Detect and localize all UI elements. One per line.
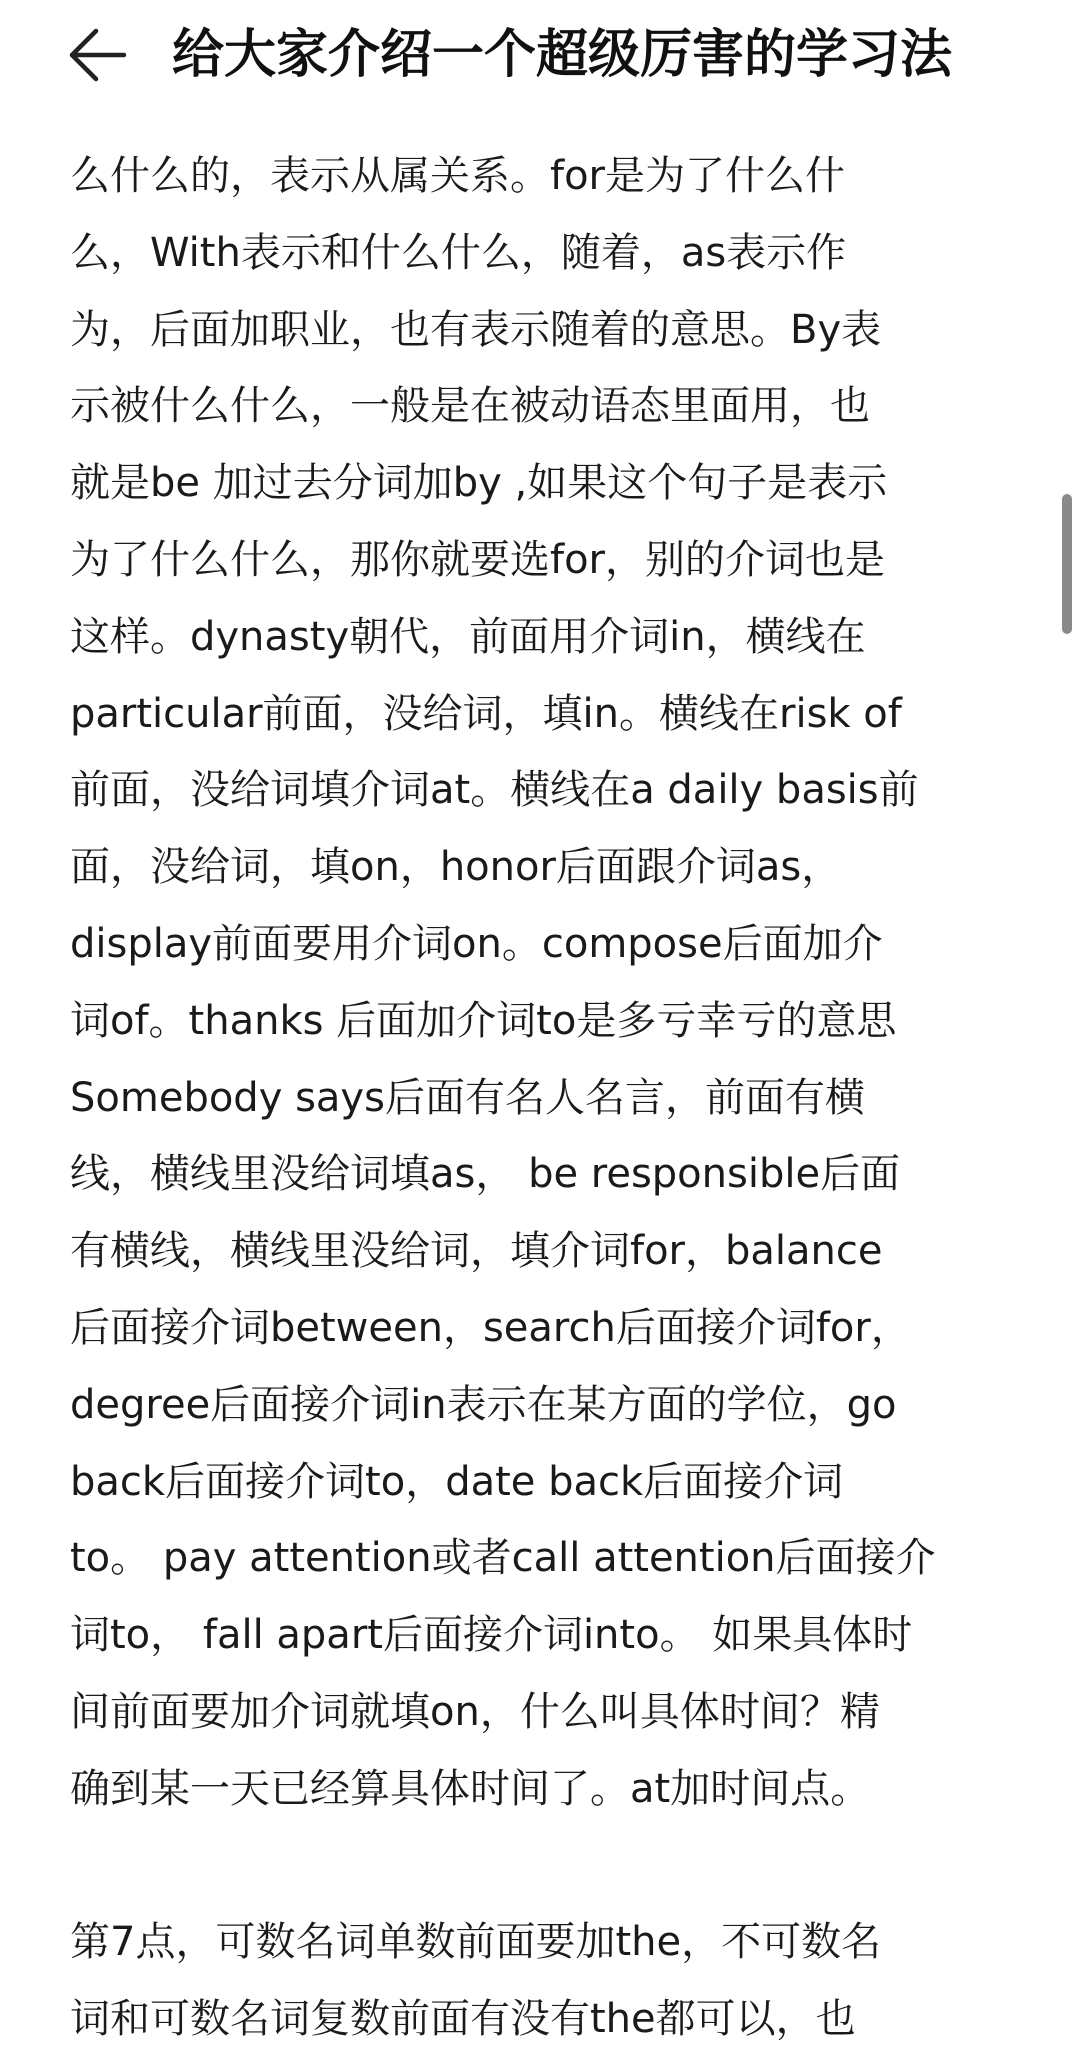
paragraph-line: 么什么的，表示从属关系。for是为了什么什	[70, 153, 845, 199]
scrollbar-thumb[interactable]	[1062, 494, 1072, 634]
paragraph-line: 就是be 加过去分词加by ,如果这个句子是表示	[70, 460, 888, 507]
paragraph-line: back后面接介词to，date back后面接介词	[70, 1458, 844, 1505]
paragraph-line: 线，横线里没给词填as， be responsible后面	[70, 1151, 901, 1198]
paragraph-line: 面，没给词，填on，honor后面跟介词as，	[70, 844, 842, 891]
paragraph-line: 词to， fall apart后面接介词into。 如果具体时	[70, 1612, 913, 1659]
paragraph-line: 么，With表示和什么什么，随着，as表示作	[70, 229, 847, 276]
section-line: 第7点，可数名词单数前面要加the，不可数名	[70, 1919, 882, 1966]
paragraph-line: 这样。dynasty朝代，前面用介词in，横线在	[70, 613, 866, 660]
paragraph-line: 词of。thanks 后面加介词to是多亏幸亏的意思	[70, 997, 897, 1044]
paragraph-line: to。 pay attention或者call attention后面接介	[70, 1535, 936, 1582]
paragraph-line: particular前面，没给词，填in。横线在risk of	[70, 690, 902, 737]
arrow-left-icon	[62, 20, 142, 90]
paragraph-line: 确到某一天已经算具体时间了。at加时间点。	[70, 1765, 871, 1812]
paragraph-line: 后面接介词between，search后面接介词for，	[70, 1304, 911, 1351]
paragraph-line: 间前面要加介词就填on，什么叫具体时间？精	[70, 1688, 880, 1735]
paragraph-line: 为了什么什么，那你就要选for，别的介词也是	[70, 536, 885, 583]
paragraph-line: degree后面接介词in表示在某方面的学位，go	[70, 1381, 897, 1428]
section-line: 词和可数名词复数前面有没有the都可以，也	[70, 1996, 856, 2043]
page-title: 给大家介绍一个超级厉害的学习法	[172, 25, 953, 85]
paragraph-line: 有横线，横线里没给词，填介词for，balance	[70, 1228, 883, 1275]
article-body	[70, 138, 1020, 2058]
paragraph-line: 前面，没给词填介词at。横线在a daily basis前	[70, 767, 919, 814]
paragraph-line: 示被什么什么，一般是在被动语态里面用，也	[70, 383, 870, 430]
top-app-bar	[0, 0, 1080, 110]
paragraph-line: Somebody says后面有名人名言，前面有横	[70, 1074, 865, 1121]
paragraph-spacer	[70, 1828, 1020, 1905]
paragraph-line: display前面要用介词on。compose后面加介	[70, 920, 883, 967]
back-button[interactable]	[62, 20, 142, 90]
paragraph-line: 为，后面加职业，也有表示随着的意思。By表	[70, 306, 882, 353]
